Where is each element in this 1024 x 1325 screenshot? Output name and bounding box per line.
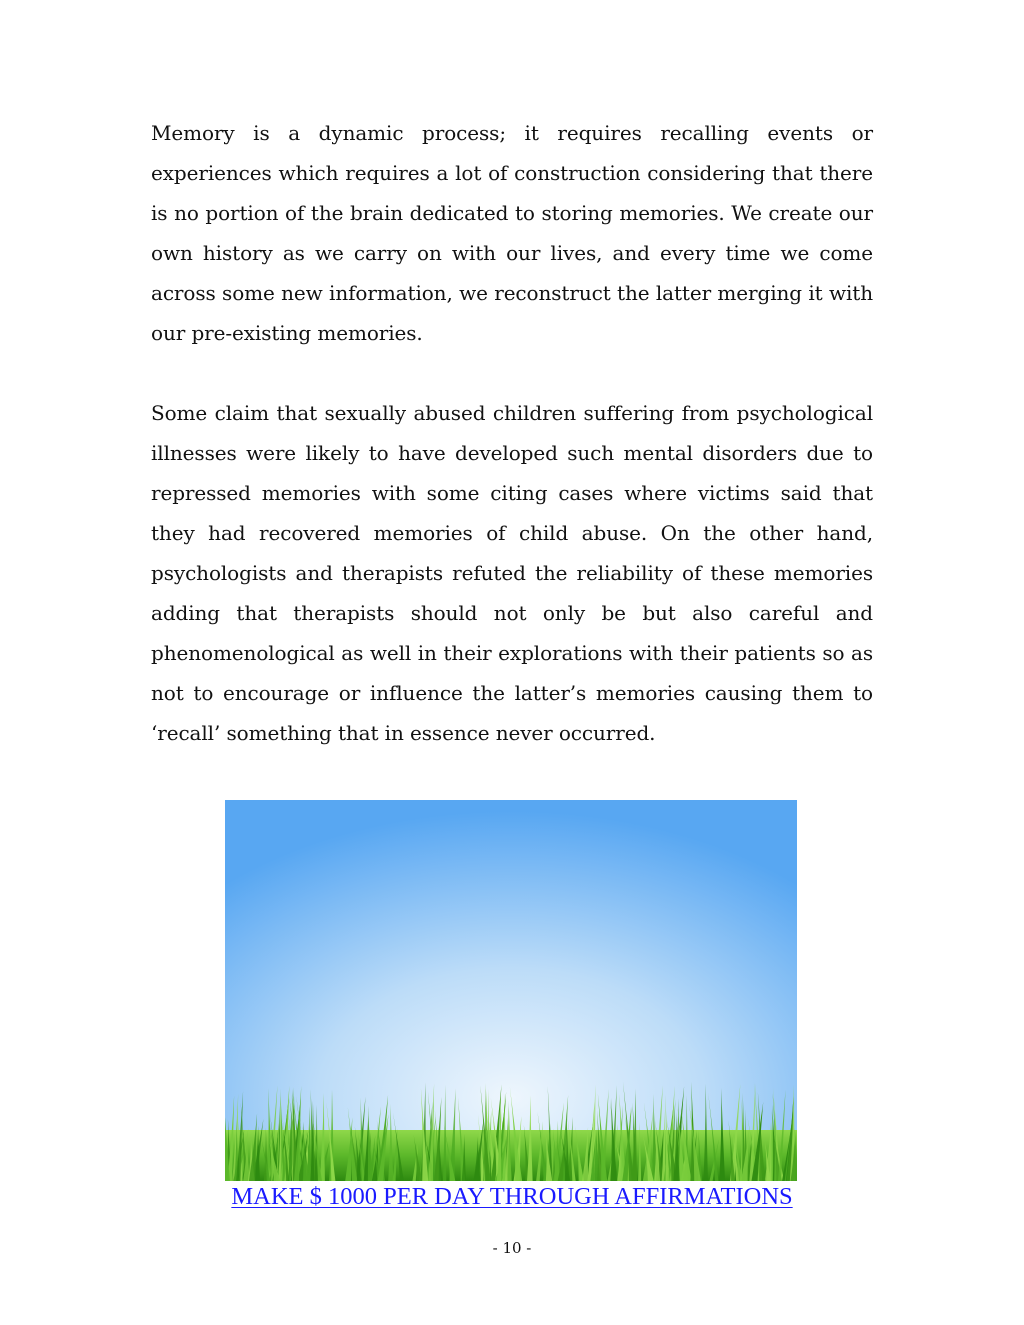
ad-link-container xyxy=(0,1180,1024,1214)
affirmations-ad-link[interactable]: MAKE $ 1000 PER DAY THROUGH AFFIRMATIONS xyxy=(231,1183,793,1210)
body-paragraph-1: Memory is a dynamic process; it requires recalling events or experiences which requires a lot of construction considering that there is no portion of the brain dedicated to storing memories. We create our own history as we carry on with our lives, and every time we come across some new information, we reconstruct the latter merging it with our pre-existing memories. xyxy=(151,121,873,345)
page-number: - 10 - xyxy=(492,1239,532,1257)
landscape-illustration xyxy=(225,800,797,1181)
body-paragraph-2: Some claim that sexually abused children suffering from psychological illnesses were likely to have developed such mental disorders due to repressed memories with some citing cases where victims said that they had recovered memories of child abuse. On the other hand, psychologists and therapists refuted the reliability of these memories adding that therapists should not only be but also careful and phenomenological as well in their explorations with their patients so as not to encourage or influence the latter’s memories causing them to ‘recall’ something that in essence never occurred. xyxy=(151,401,873,745)
sky-and-grass-image xyxy=(225,800,797,1181)
sky-background xyxy=(225,800,797,1181)
